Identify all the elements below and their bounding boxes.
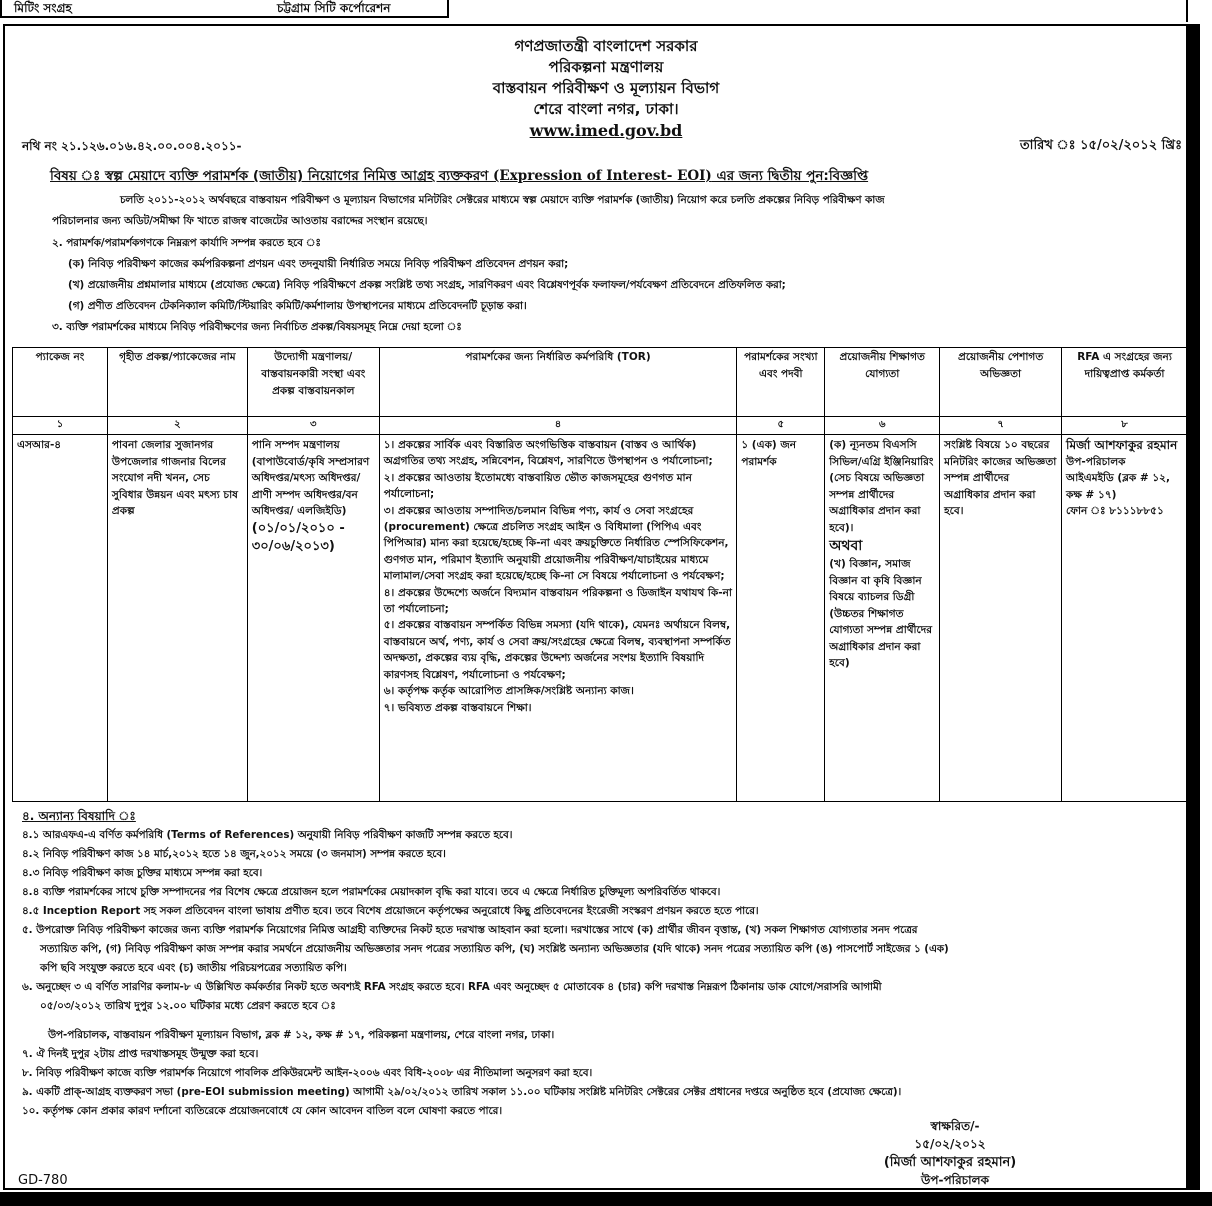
project-name: পাবনা জেলার সুজানগর উপজেলার গাজনার বিলের সংযোগ নদী খনন, সেচ সুবিধার উন্নয়ন এবং মৎস্য চাষ প্রকল্প — [111, 439, 238, 517]
col-number: ৭ — [940, 417, 1062, 435]
division-name: বাস্তবায়ন পরিবীক্ষণ ও মূল্যায়ন বিভাগ — [492, 79, 720, 97]
misc-5b: সত্যায়িত কপি, (গ) নিবিড় পরিবীক্ষণ কাজ সম্পন্ন করার সমর্থনে প্রয়োজনীয় অভিজ্ঞতার সনদ পত্রের সত্যায়িত কপি, (ঘ) সংশ্লিষ্ট অন্যান্য অভিজ্ঞতার (যদি থাকে) সনদ পত্রের সত্যায়িত কপি (ঙ) পাসপোর্ট সাইজের ১ (এক) — [40, 943, 949, 955]
education-option-a: (ক) ন্যূনতম বিএসসি সিভিল/এগ্রি ইঞ্জিনিয়ারিং (সেচ বিষয়ে অভিজ্ঞতা সম্পন্ন প্রার্থীদের অগ্রাধিকার প্রদান করা হবে)। — [829, 439, 934, 534]
misc-10: ১০. কর্তৃপক্ষ কোন প্রকার কারণ দর্শানো ব্যতিরেকে প্রয়োজনবোধে যে কোন আবেদন বাতিল বলে ঘোষণা করতে পারে। — [22, 1105, 503, 1117]
cell-education — [825, 435, 940, 802]
misc-5a: ৫. উপরোক্ত নিবিড় পরিবীক্ষণ কাজের জন্য ব্যক্তি পরামর্শক নিয়োগের নিমিত্ত আগ্রহী ব্যক্তিদের নিকট হতে দরখাস্ত আহবান করা হলো। দরখাস্তের সাথে (ক) প্রার্থীর জীবন বৃত্তান্ত, (খ) সকল শিক্ষাগত যোগ্যতার সনদ পত্রের — [22, 924, 918, 936]
col-header-experience: প্রয়োজনীয় পেশাগত অভিজ্ঞতা — [940, 348, 1062, 417]
col-header-package: প্যাকেজ নং — [13, 348, 108, 417]
misc-5c: কপি ছবি সংযুক্ত করতে হবে এবং (চ) জাতীয় পরিচয়পত্রের সত্যায়িত কপি। — [40, 962, 347, 974]
letterhead — [0, 36, 1212, 141]
col-header-tor: পরামর্শকের জন্য নির্ধারিত কর্মপরিধি (TOR) — [379, 348, 737, 417]
col-header-project: গৃহীত প্রকল্প/প্যাকেজের নাম — [107, 348, 247, 417]
subject-en: (Expression of Interest- EOI) — [493, 168, 712, 184]
top-box-right: চট্টগ্রাম সিটি কর্পোরেশন — [277, 1, 391, 15]
education-option-b: (খ) বিজ্ঞান, সমাজ বিজ্ঞান বা কৃষি বিজ্ঞান বিষয়ে ব্যাচলর ডিগ্রী (উচ্চতর শিক্ষাগত যোগ্যতা সম্পন্ন প্রার্থীদের অগ্রাধিকার প্রদান করা হবে) — [829, 558, 933, 669]
cell-consultant — [737, 435, 825, 802]
officer-phone: ফোন ঃ ৮১১১৮৮৫১ — [1066, 505, 1164, 517]
subject-line — [50, 165, 868, 188]
office-address: শেরে বাংলা নগর, ঢাকা। — [533, 100, 679, 118]
cell-tor — [379, 435, 737, 802]
cell-officer — [1062, 435, 1188, 802]
misc-4-3: ৪.৩ নিবিড় পরিবীক্ষণ কাজ চুক্তির মাধ্যমে সম্পন্ন করা হবে। — [22, 867, 263, 879]
signatory-name: (মির্জা আশফাকুর রহমান) — [883, 1155, 1017, 1170]
col-number: ৩ — [247, 417, 379, 435]
consultant-count: ১ (এক) জন পরামর্শক — [741, 439, 797, 468]
col-number: ৪ — [379, 417, 737, 435]
experience-text: সংশ্লিষ্ট বিষয়ে ১০ বছরের মনিটরিং কাজের অভিজ্ঞতা সম্পন্ন প্রার্থীদের অগ্রাধিকার প্রদান করা হবে। — [944, 439, 1057, 517]
website-link[interactable]: www.imed.gov.bd — [529, 121, 683, 140]
bottom-scan-edge — [0, 1192, 1212, 1206]
tor-item: ২। প্রকল্পের আওতায় ইতোমধ্যে বাস্তবায়িত ভৌত কাজসমূহের গুণগত মান পর্যালোচনা; — [383, 471, 692, 501]
col-header-officer: RFA এ সংগ্রহের জন্য দায়িত্বপ্রাপ্ত কর্মকর্তা — [1062, 348, 1188, 417]
officer-room: আইএমইডি (ব্লক # ১২, কক্ষ # ১৭) — [1066, 472, 1170, 501]
tor-item: ১। প্রকল্পের সার্বিক এবং বিস্তারিত অংগভিত্তিক বাস্তবায়ন (বাস্তব ও আর্থিক) অগ্রগতির তথ্য সংগ্রহ, সন্নিবেশন, বিশ্লেষণ, সারণিতে উপস্থাপন ও পর্যালোচনা; — [383, 439, 713, 468]
top-reference-box — [0, 0, 449, 18]
col-number: ৫ — [737, 417, 825, 435]
misc-6b: ০৫/০৩/২০১২ তারিখ দুপুর ১২.০০ ঘটিকার মধ্যে প্রেরণ করতে হবে ঃ — [40, 1000, 336, 1012]
signatory-designation: উপ-পরিচালক — [921, 1173, 989, 1187]
cell-project — [107, 435, 247, 802]
col-number: ২ — [107, 417, 247, 435]
col-header-consultant: পরামর্শকের সংখ্যা এবং পদবী — [737, 348, 825, 417]
top-box-left: মিটিং সংগ্রহ — [14, 1, 72, 15]
cell-ministry — [247, 435, 379, 802]
signed-mark: স্বাক্ষরিত/- — [930, 1119, 980, 1133]
tor-item: ৬। কর্তৃপক্ষ কর্তৃক আরোপিত প্রাসঙ্গিক/সংশ্লিষ্ট অন্যান্য কাজ। — [383, 685, 634, 698]
tor-item: ৫। প্রকল্পের বাস্তবায়ন সম্পর্কিত বিভিন্ন সমস্যা (যদি থাকে), যেমনঃ অর্থায়নে বিলম্ব, বাস্তবায়নে অর্থ, পণ্য, কার্য ও সেবা ক্রয়/সংগ্রহের ক্ষেত্রে বিলম্ব, ব্যবস্থাপনা সম্পর্কিত অদক্ষতা, প্রকল্পের ব্যয় বৃদ্ধি, প্রকল্পের উদ্দেশ্য অর্জনের সংশয় ইত্যাদি বিষয়াদি কারণসহ বিশ্লেষণ, পর্যালোচনা ও পর্যবেক্ষণ; — [383, 619, 731, 681]
misc-6a: ৬. অনুচ্ছেদ ৩ এ বর্ণিত সারণির কলাম-৮ এ উল্লিখিত কর্মকর্তার নিকট হতে অবশ্যই RFA সংগ্রহ করতে হবে। RFA এবং অনুচ্ছেদ ৫ মোতাবেক ৪ (চার) কপি দরখাস্ত নিম্নরূপ ঠিকানায় ডাক যোগে/সরাসরি আগামী — [22, 981, 882, 993]
intro-para-1b: পরিচালনার জন্য অডিট/সমীক্ষা ফি খাতে রাজস্ব বাজেটের আওতায় বরাদ্দের সংস্থান রয়েছে। — [52, 215, 428, 227]
ministry-text: পানি সম্পদ মন্ত্রণালয় (বাপাউবোর্ড/কৃষি সম্প্রসারণ অধিদপ্তর/মৎস্য অধিদপ্তর/প্রাণী সম্পদ অধিদপ্তর/বন অধিদপ্তর/ এলজিইডি) — [251, 439, 370, 517]
misc-4-4: ৪.৪ ব্যক্তি পরামর্শকের সাথে চুক্তি সম্পাদনের পর বিশেষ ক্ষেত্রে প্রয়োজন হলে পরামর্শকের মেয়াদকাল বৃদ্ধি করা যাবে। তবে এ ক্ষেত্রে নির্ধারিত চুক্তিমূল্য অপরিবর্তিত থাকবে। — [22, 886, 721, 898]
tor-item: ৭। ভবিষ্যত প্রকল্প বাস্তবায়নে শিক্ষা। — [383, 701, 532, 714]
col-number: ৮ — [1062, 417, 1188, 435]
ministry-name: পরিকল্পনা মন্ত্রণালয় — [548, 58, 664, 76]
intro-para-3: ৩. ব্যক্তি পরামর্শকের মাধ্যমে নিবিড় পরিবীক্ষণের জন্য নির্বাচিত প্রকল্প/বিষয়সমূহ নিম্নে দেয়া হলো ঃ — [52, 321, 462, 333]
intro-item-kha: (খ) প্রয়োজনীয় প্রশ্নমালার মাধ্যমে (প্রযোজ্য ক্ষেত্রে) নিবিড় পরিবীক্ষণে প্রকল্প সংশ্লিষ্ট তথ্য সংগ্রহ, সারণিকরণ এবং বিশ্লেষণপূর্বক ফলাফল/পর্যবেক্ষণ প্রতিবেদনে প্রতিফলিত করা; — [68, 279, 786, 291]
col-number: ৬ — [825, 417, 940, 435]
officer-name: মির্জা আশফাকুর রহমান — [1066, 438, 1178, 452]
col-number: ১ — [13, 417, 108, 435]
education-or: অথবা — [829, 538, 863, 554]
officer-designation: উপ-পরিচালক — [1066, 455, 1126, 468]
cell-package — [13, 435, 108, 802]
file-number: নথি নং ২১.১২৬.০১৬.৪২.০০.০০৪.২০১১- — [22, 139, 242, 153]
signature-date: ১৫/০২/২০১২ — [914, 1137, 986, 1151]
subject-tail: এর জন্য দ্বিতীয় পুন:বিজ্ঞপ্তি — [711, 168, 869, 184]
project-period: (০১/০১/২০১০ - ৩০/০৬/২০১৩) — [251, 520, 345, 554]
cell-experience — [940, 435, 1062, 802]
misc-7: ৭. ঐ দিনই দুপুর ২টায় প্রাপ্ত দরখাস্তসমূহ উন্মুক্ত করা হবে। — [22, 1048, 259, 1060]
misc-title: ৪. অন্যান্য বিষয়াদি ঃ — [22, 809, 136, 823]
tor-table — [12, 347, 1188, 802]
table-row — [13, 435, 1188, 802]
misc-8: ৮. নিবিড় পরিবীক্ষণ কাজে ব্যক্তি পরামর্শক নিয়োগে পাবলিক প্রকিউরমেন্ট আইন-২০০৬ এবং বিধি-২০০৮ এর নীতিমালা অনুসরণ করা হবে। — [22, 1067, 593, 1079]
package-code: এসআর-৪ — [17, 439, 62, 451]
top-right-edge — [1186, 0, 1212, 22]
misc-4-2: ৪.২ নিবিড় পরিবীক্ষণ কাজ ১৪ মার্চ,২০১২ হতে ১৪ জুন,২০১২ সময়ে (৩ জনমাস) সম্পন্ন করতে হবে। — [22, 848, 446, 860]
intro-item-ka: (ক) নিবিড় পরিবীক্ষণ কাজের কর্মপরিকল্পনা প্রণয়ন এবং তদনুযায়ী নির্ধারিত সময়ে নিবিড় পরিবীক্ষণ প্রতিবেদন প্রণয়ন করা; — [68, 258, 569, 270]
letter-date: তারিখ ঃ ১৫/০২/২০১২ খ্রিঃ — [1019, 138, 1182, 153]
footer-code: GD-780 — [18, 1173, 68, 1188]
tor-item: ৪। প্রকল্পের উদ্দেশ্যে অর্জনে বিদ্যমান বাস্তবায়ন পরিকল্পনা ও ডিজাইন যথাযথ কি-না তা পর্যালোচনা; — [383, 586, 732, 616]
intro-item-ga: (গ) প্রণীত প্রতিবেদন টেকনিক্যাল কমিটি/স্টিয়ারিং কমিটি/কর্মশালায় উপস্থাপনের মাধ্যমে প্রতিবেদনটি চূড়ান্ত করা। — [68, 300, 527, 312]
submission-address: উপ-পরিচালক, বাস্তবায়ন পরিবীক্ষণ মূল্যায়ন বিভাগ, ব্লক # ১২, কক্ষ # ১৭, পরিকল্পনা মন্ত্রণালয়, শেরে বাংলা নগর, ঢাকা। — [48, 1029, 555, 1041]
tor-item: ৩। প্রকল্পের আওতায় সম্পাদিত/চলমান বিভিন্ন পণ্য, কার্য ও সেবা সংগ্রহের (procurement) ক্ষেত্রে প্রচলিত সংগ্রহ আইন ও বিধিমালা (পিপিএ এবং পিপিআর) মান্য করা হয়েছে/হচ্ছে কি-না এবং ক্রয়চুক্তিতে নির্ধারিত স্পেসিফিকেশন, গুণগত মান, পরিমাণ ইত্যাদি অনুযায়ী প্রয়োজনীয় পরিবীক্ষণ/যাচাইয়ের মাধ্যমে মালামাল/সেবা সংগ্রহ করা হয়েছে/হচ্ছে কি-না সে বিষয়ে পর্যালোচনা ও পর্যবেক্ষণ; — [383, 504, 729, 583]
govt-name: গণপ্রজাতন্ত্রী বাংলাদেশ সরকার — [514, 37, 698, 55]
misc-4-5: ৪.৫ Inception Report সহ সকল প্রতিবেদন বাংলা ভাষায় প্রণীত হবে। তবে বিশেষ প্রয়োজনে কর্তৃপক্ষের অনুরোধে কিছু প্রতিবেদনের ইংরেজী সংস্করণ প্রণয়ন করতে হতে পারে। — [22, 905, 759, 917]
subject-bn: বিষয় ঃ স্বল্প মেয়াদে ব্যক্তি পরামর্শক (জাতীয়) নিয়োগের নিমিত্ত আগ্রহ ব্যক্তকরণ — [50, 168, 494, 184]
col-header-ministry: উদ্যোগী মন্ত্রণালয়/ বাস্তবায়নকারী সংস্থা এবং প্রকল্প বাস্তবায়নকাল — [247, 348, 379, 417]
misc-4-1: ৪.১ আরএফএ-এ বর্ণিত কর্মপরিধি (Terms of References) অনুযায়ী নিবিড় পরিবীক্ষণ কাজটি সম্পন্ন করতে হবে। — [22, 829, 513, 841]
intro-para-1a: চলতি ২০১১-২০১২ অর্থবছরে বাস্তবায়ন পরিবীক্ষণ ও মূল্যায়ন বিভাগের মনিটরিং সেক্টরের মাধ্যমে স্বল্প মেয়াদে ব্যক্তি পরামর্শক (জাতীয়) নিয়োগ করে চলতি প্রকল্পের নিবিড় পরিবীক্ষণ কাজ — [120, 194, 885, 206]
top-strip — [0, 0, 1212, 24]
intro-para-2: ২. পরামর্শক/পরামর্শকগণকে নিম্নরূপ কার্যাদি সম্পন্ন করতে হবে ঃ — [52, 237, 321, 249]
misc-9: ৯. একটি প্রাক্-আগ্রহ ব্যক্তকরণ সভা (pre-EOI submission meeting) আগামী ২৯/০২/২০১২ তারিখ সকাল ১১.০০ ঘটিকায় সংশ্লিষ্ট মনিটরিং সেক্টরের সেক্টর প্রধানের দপ্তরে অনুষ্ঠিত হবে (প্রযোজ্য ক্ষেত্রে)। — [22, 1086, 902, 1098]
col-header-education: প্রয়োজনীয় শিক্ষাগত যোগ্যতা — [825, 348, 940, 417]
